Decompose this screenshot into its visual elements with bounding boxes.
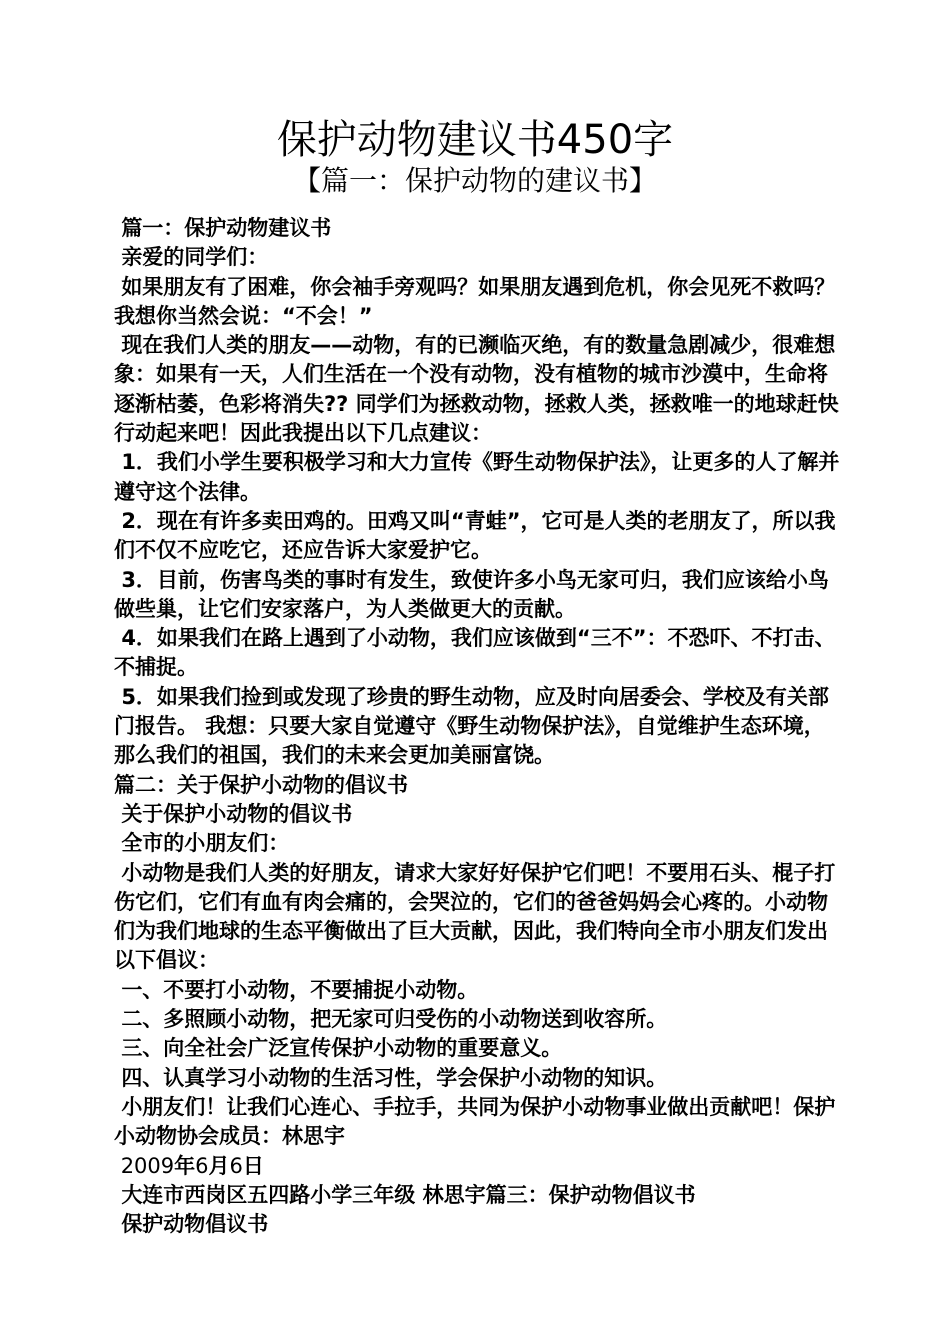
- document-subtitle: 【篇一：保护动物的建议书】: [292, 164, 657, 197]
- date-month-unit: 月: [208, 1153, 230, 1178]
- date-year: 2009: [114, 1153, 175, 1178]
- date-day: 6: [229, 1153, 243, 1178]
- suggestion-item: 2．现在有许多卖田鸡的。田鸡又叫“青蛙”，它可是人类的老朋友了，所以我们不仅不应吃它，还应告诉大家爱护它。: [114, 508, 836, 563]
- paragraph: 小朋友们！让我们心连心、手拉手，共同为保护小动物事业做出贡献吧！保护小动物协会成员：林思宇: [114, 1094, 836, 1149]
- proposal-item: 三、向全社会广泛宣传保护小动物的重要意义。: [114, 1036, 563, 1061]
- proposal-item: 二、多照顾小动物，把无家可归受伤的小动物送到收容所。: [114, 1007, 668, 1032]
- paragraph: 如果朋友有了困难，你会袖手旁观吗？如果朋友遇到危机，你会见死不救吗？我想你当然会说：“不会！”: [114, 274, 836, 328]
- paragraph: 小动物是我们人类的好朋友，请求大家好好保护它们吧！不要用石头、棍子打伤它们，它们有血有肉会痛的，会哭泣的，它们的爸爸妈妈会心疼的。小动物们为我们地球的生态平衡做出了巨大贡献，因此，我们特向全市小朋友们发出以下倡议：: [114, 860, 836, 973]
- document-body: [114, 214, 844, 1239]
- date-day-unit: 日: [242, 1153, 264, 1178]
- suggestion-item: 5．如果我们捡到或发现了珍贵的野生动物，应及时向居委会、学校及有关部门报告。 我想：只要大家自觉遵守《野生动物保护法》，自觉维护生态环境，那么我们的祖国，我们的未来会更加美丽富饶。: [114, 684, 829, 768]
- proposal-item: 四、认真学习小动物的生活习性，学会保护小动物的知识。: [114, 1065, 668, 1090]
- paragraph: 现在我们人类的朋友——动物，有的已濒临灭绝，有的数量急剧减少，很难想象：如果有一天，人们生活在一个没有动物，没有植物的城市沙漠中，生命将逐渐枯萎，色彩将消失?? 同学们为拯救动物，拯救人类，拯救唯一的地球赶快行动起来吧！因此我提出以下几点建议：: [114, 333, 839, 446]
- signature-line: 大连市西岗区五四路小学三年级 林思宇篇三：保护动物倡议书: [114, 1182, 696, 1207]
- salutation: 全市的小朋友们：: [114, 831, 290, 856]
- suggestion-item: 3．目前，伤害鸟类的事时有发生，致使许多小鸟无家可归，我们应该给小鸟做些巢，让它们安家落户，为人类做更大的贡献。: [114, 567, 829, 621]
- date-line: [114, 1152, 844, 1181]
- section-heading: 保护动物倡议书: [114, 1212, 269, 1237]
- proposal-item: 一、不要打小动物，不要捕捉小动物。: [114, 977, 479, 1002]
- date-year-unit: 年: [174, 1153, 196, 1178]
- section-heading: 篇二：关于保护小动物的倡议书: [114, 772, 408, 797]
- suggestion-item: 4．如果我们在路上遇到了小动物，我们应该做到“三不”：不恐吓、不打击、不捕捉。: [114, 626, 836, 680]
- suggestion-item: 1．我们小学生要积极学习和大力宣传《野生动物保护法》，让更多的人了解并遵守这个法律。: [114, 450, 840, 504]
- document-title: 保护动物建议书450字: [276, 117, 674, 163]
- salutation: 亲爱的同学们：: [114, 245, 269, 270]
- proposal-title: 关于保护小动物的倡议书: [114, 801, 353, 826]
- section-heading: 篇一：保护动物建议书: [114, 216, 332, 240]
- date-month: 6: [195, 1153, 209, 1178]
